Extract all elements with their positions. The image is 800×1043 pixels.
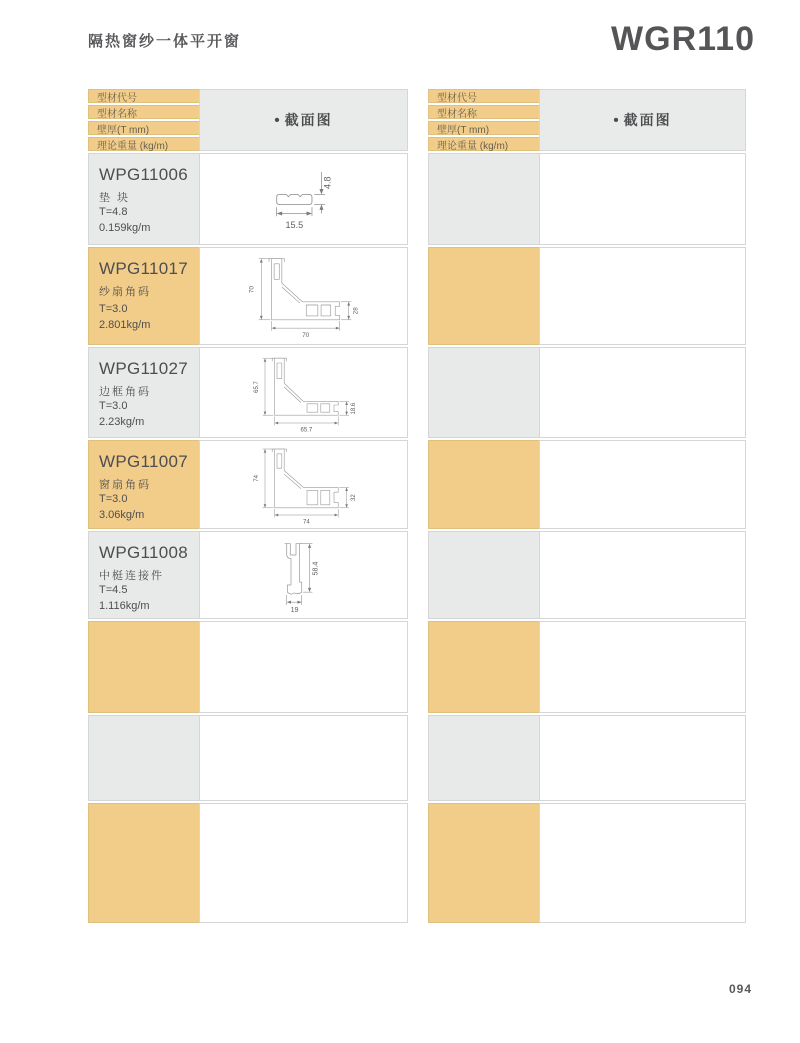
cross-section-diagram-corner [247,351,361,435]
dim-left: 74 [253,474,260,482]
cross-section-cell-empty [539,153,746,245]
unit-weight-value: 2.23kg/m [99,415,145,428]
table-row-empty [88,803,408,923]
header-unit-weight: 理论重量 (kg/m) [428,137,540,151]
cross-section-diagram-pad [231,161,376,237]
profile-name: 窗扇角码 [99,479,151,491]
dim-bottom: 70 [302,332,310,340]
wall-thickness-value: T=3.0 [99,400,128,412]
table-row [88,440,408,529]
table-row [88,347,408,438]
unit-weight-value: 2.801kg/m [99,319,151,332]
profile-info-cell [88,440,200,529]
cross-section-cell-empty [539,621,746,713]
profile-info-cell-empty [428,153,540,245]
cross-section-diagram-corner [247,443,361,527]
profile-outline [274,449,338,508]
bullet-icon: • [274,111,280,129]
profile-code: WPG11017 [99,259,189,278]
profile-outline [272,259,340,320]
profile-name: 纱扇角码 [99,286,151,298]
cross-section-cell-empty [199,715,408,801]
profile-info-cell-empty [88,803,200,923]
cross-section-diagram-connector [261,535,347,615]
unit-weight-value: 0.159kg/m [99,221,151,234]
wall-thickness-value: T=4.8 [99,206,128,218]
header-section-diagram [199,89,408,151]
profile-info-cell-empty [428,621,540,713]
wall-thickness-value: T=4.5 [99,584,128,596]
wall-thickness-value: T=3.0 [99,493,128,505]
table-header [428,89,746,151]
table-row-empty [428,715,746,801]
profile-info-cell-empty [428,803,540,923]
header-field-labels [88,89,200,151]
header-profile-code: 型材代号 [428,89,540,103]
profile-spec [99,205,195,237]
profile-info-cell-empty [428,247,540,345]
profile-spec [99,492,195,524]
profile-name: 垫 块 [99,192,131,204]
table-row-empty [428,440,746,529]
section-label: 截面图 [623,112,672,128]
cross-section-cell-empty [539,715,746,801]
table-row-empty [88,621,408,713]
table-row-empty [428,247,746,345]
series-model-code: WGR110 [611,20,755,58]
cross-section-cell-empty [539,247,746,345]
dim-left: 70 [248,286,256,294]
table-header [88,89,408,151]
section-label: 截面图 [284,112,333,128]
unit-weight-value: 3.06kg/m [99,508,145,521]
profile-table-right [428,89,746,923]
header-unit-weight: 理论重量 (kg/m) [88,137,200,151]
cross-section-cell-empty [199,803,408,923]
header-wall-thickness: 壁厚(T mm) [428,121,540,135]
profile-info-cell-empty [428,531,540,619]
profile-info-cell [88,347,200,438]
profile-info-cell [88,153,200,245]
header-profile-code: 型材代号 [88,89,200,103]
dim-left: 65.7 [253,380,260,393]
profile-info-cell-empty [88,715,200,801]
table-row-empty [428,803,746,923]
dim-bottom: 65.7 [300,426,312,433]
profile-code: WPG11006 [99,165,189,184]
dim-right: 18.6 [350,402,357,414]
profile-info-cell-empty [428,440,540,529]
cross-section-cell-empty [199,621,408,713]
cross-section-cell-empty [539,531,746,619]
unit-weight-value: 1.116kg/m [99,599,150,612]
profile-info-cell-empty [428,347,540,438]
profile-name: 边框角码 [99,386,151,398]
table-row-empty [88,715,408,801]
table-row-empty [428,531,746,619]
profile-spec [99,399,195,431]
dim-right: 58.4 [311,561,320,576]
header-profile-name: 型材名称 [428,105,540,119]
profile-code: WPG11008 [99,543,189,562]
profile-info-cell [88,247,200,345]
profile-outline [277,194,312,204]
cross-section-cell-empty [539,440,746,529]
dim-right: 32 [350,493,357,501]
profile-spec [99,302,195,334]
bullet-icon: • [613,111,619,129]
profile-code: WPG11027 [99,359,189,378]
wall-thickness-value: T=3.0 [99,303,128,316]
table-row-empty [428,621,746,713]
cross-section-cell-empty [539,803,746,923]
cross-section-cell [199,347,408,438]
profile-table-left [88,89,408,923]
header-wall-thickness: 壁厚(T mm) [88,121,200,135]
header-field-labels [428,89,540,151]
page-title: 隔热窗纱一体平开窗 [88,33,242,50]
page-number: 094 [728,982,752,996]
table-row-empty [428,347,746,438]
profile-info-cell [88,531,200,619]
dim-bottom: 74 [302,518,310,525]
dim-height: 4.8 [322,176,333,189]
profile-outline [274,358,338,415]
profile-name: 中梃连接件 [99,570,164,582]
dim-width: 15.5 [285,219,304,230]
profile-code: WPG11007 [99,452,189,471]
header-profile-name: 型材名称 [88,105,200,119]
profile-info-cell-empty [88,621,200,713]
dim-right: 28 [353,307,361,315]
profile-outline [286,544,301,595]
header-section-diagram [539,89,746,151]
cross-section-cell [199,247,408,345]
cross-section-cell [199,440,408,529]
dim-bottom: 19 [290,606,299,615]
cross-section-diagram-corner [242,251,364,341]
table-row [88,531,408,619]
profile-info-cell-empty [428,715,540,801]
cross-section-cell [199,531,408,619]
table-row [88,247,408,345]
table-row-empty [428,153,746,245]
cross-section-cell [199,153,408,245]
cross-section-cell-empty [539,347,746,438]
table-row [88,153,408,245]
profile-spec [99,583,195,615]
